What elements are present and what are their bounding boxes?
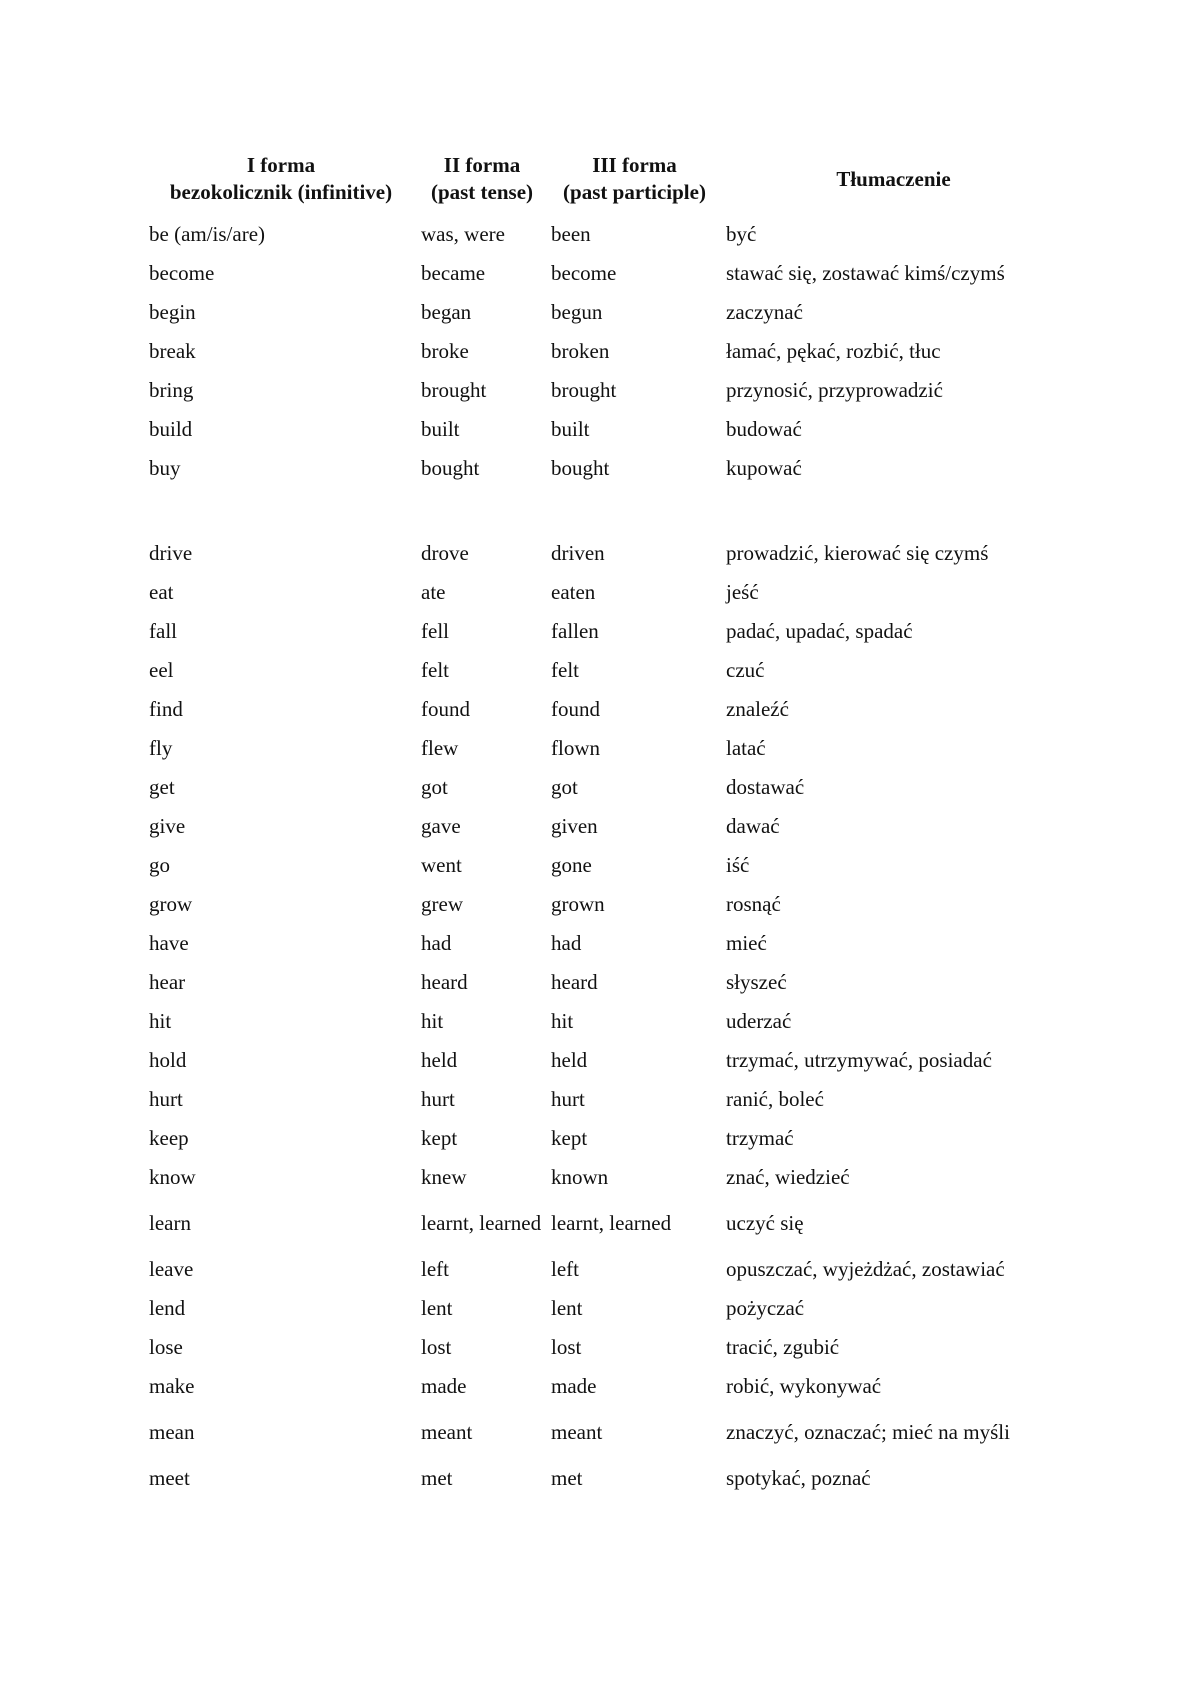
table-row xyxy=(145,1079,1065,1118)
cell-past-tense: built xyxy=(421,416,460,441)
table-row xyxy=(145,331,1065,370)
cell-infinitive: bring xyxy=(149,377,194,402)
cell-translation: znać, wiedzieć xyxy=(726,1164,850,1189)
cell-infinitive: get xyxy=(149,774,175,799)
cell-translation: kupować xyxy=(726,455,802,480)
cell-past-participle: flown xyxy=(551,735,600,760)
table-row xyxy=(145,572,1065,611)
cell-infinitive: know xyxy=(149,1164,196,1189)
cell-infinitive: build xyxy=(149,416,193,441)
cell-past-participle: hurt xyxy=(551,1086,585,1111)
table-row xyxy=(145,214,1065,253)
cell-translation: uczyć się xyxy=(726,1210,804,1235)
cell-infinitive: drive xyxy=(149,540,193,565)
cell-past-participle: known xyxy=(551,1164,609,1189)
cell-translation: trzymać, utrzymywać, posiadać xyxy=(726,1047,992,1072)
cell-translation: mieć xyxy=(726,930,767,955)
cell-past-tense: fell xyxy=(421,618,449,643)
cell-infinitive: buy xyxy=(149,455,181,480)
cell-past-tense: ate xyxy=(421,579,446,604)
table-row xyxy=(145,1405,1065,1458)
cell-infinitive: begin xyxy=(149,299,196,324)
cell-translation: ranić, boleć xyxy=(726,1086,824,1111)
cell-past-participle: bought xyxy=(551,455,610,480)
cell-infinitive: have xyxy=(149,930,189,955)
cell-past-tense: learnt, learned xyxy=(421,1210,542,1235)
cell-past-tense: was, were xyxy=(421,221,505,246)
cell-infinitive: keep xyxy=(149,1125,189,1150)
table-row xyxy=(145,806,1065,845)
cell-past-participle: brought xyxy=(551,377,617,402)
cell-infinitive: lose xyxy=(149,1334,183,1359)
table-row xyxy=(145,611,1065,650)
cell-translation xyxy=(722,487,1065,533)
cell-translation: zaczynać xyxy=(726,299,803,324)
table-row xyxy=(145,845,1065,884)
table-row xyxy=(145,1001,1065,1040)
header-infinitive xyxy=(145,146,417,214)
cell-translation: trzymać xyxy=(726,1125,794,1150)
cell-past-tense: made xyxy=(421,1373,467,1398)
cell-past-participle: hit xyxy=(551,1008,574,1033)
cell-past-participle: grown xyxy=(551,891,605,916)
cell-translation: czuć xyxy=(726,657,765,682)
table-row xyxy=(145,689,1065,728)
cell-past-participle: fallen xyxy=(551,618,599,643)
cell-infinitive: fall xyxy=(149,618,177,643)
cell-infinitive: grow xyxy=(149,891,193,916)
cell-translation: stawać się, zostawać kimś/czymś xyxy=(726,260,1005,285)
table-row xyxy=(145,1196,1065,1249)
table-row xyxy=(145,253,1065,292)
table-row xyxy=(145,767,1065,806)
cell-past-tense: knew xyxy=(421,1164,467,1189)
table-row xyxy=(145,1118,1065,1157)
cell-past-participle: built xyxy=(551,416,590,441)
header-infinitive-line2: bezokolicznik (infinitive) xyxy=(169,180,393,204)
cell-infinitive: break xyxy=(149,338,196,363)
cell-past-tense: had xyxy=(421,930,452,955)
table-row xyxy=(145,884,1065,923)
table-row xyxy=(145,923,1065,962)
cell-infinitive: give xyxy=(149,813,186,838)
cell-past-participle xyxy=(547,487,722,533)
table-row xyxy=(145,1366,1065,1405)
cell-translation: spotykać, poznać xyxy=(726,1465,871,1490)
cell-past-participle: lent xyxy=(551,1295,583,1320)
cell-translation: robić, wykonywać xyxy=(726,1373,882,1398)
table-row xyxy=(145,728,1065,767)
cell-translation: znaleźć xyxy=(726,696,789,721)
cell-past-tense: broke xyxy=(421,338,469,363)
cell-past-tense: bought xyxy=(421,455,480,480)
header-past-tense xyxy=(417,146,547,214)
cell-past-tense: meant xyxy=(421,1419,473,1444)
cell-infinitive: be (am/is/are) xyxy=(149,221,266,246)
header-past-participle-line1: III forma xyxy=(592,153,677,177)
cell-past-participle: driven xyxy=(551,540,605,565)
cell-infinitive: hear xyxy=(149,969,186,994)
cell-past-tense: met xyxy=(421,1465,453,1490)
cell-translation: budować xyxy=(726,416,802,441)
cell-past-participle: broken xyxy=(551,338,610,363)
cell-infinitive: mean xyxy=(149,1419,195,1444)
cell-past-participle: made xyxy=(551,1373,597,1398)
table-row xyxy=(145,1040,1065,1079)
cell-translation: dostawać xyxy=(726,774,805,799)
cell-translation: łamać, pękać, rozbić, tłuc xyxy=(726,338,941,363)
table-row xyxy=(145,487,1065,533)
cell-past-tense: found xyxy=(421,696,470,721)
cell-past-participle: learnt, learned xyxy=(551,1210,672,1235)
table-row xyxy=(145,650,1065,689)
cell-past-participle: met xyxy=(551,1465,583,1490)
cell-past-tense: held xyxy=(421,1047,458,1072)
cell-past-participle: heard xyxy=(551,969,598,994)
header-past-participle xyxy=(547,146,722,214)
cell-infinitive: lend xyxy=(149,1295,186,1320)
cell-past-tense: lost xyxy=(421,1334,452,1359)
cell-past-tense: began xyxy=(421,299,472,324)
cell-infinitive: find xyxy=(149,696,183,721)
table-row xyxy=(145,409,1065,448)
table-row xyxy=(145,1157,1065,1196)
cell-infinitive: hurt xyxy=(149,1086,183,1111)
cell-past-tense: felt xyxy=(421,657,449,682)
cell-infinitive: make xyxy=(149,1373,195,1398)
cell-translation: uderzać xyxy=(726,1008,792,1033)
cell-past-participle: had xyxy=(551,930,582,955)
header-translation-line1: Tłumaczenie xyxy=(836,166,951,191)
cell-translation: być xyxy=(726,221,757,246)
cell-past-tense: grew xyxy=(421,891,463,916)
cell-infinitive: learn xyxy=(149,1210,191,1235)
cell-past-tense: became xyxy=(421,260,486,285)
cell-past-participle: lost xyxy=(551,1334,582,1359)
cell-translation: rosnąć xyxy=(726,891,781,916)
cell-past-participle: been xyxy=(551,221,591,246)
cell-past-tense: heard xyxy=(421,969,468,994)
cell-past-tense: left xyxy=(421,1256,449,1281)
cell-translation: dawać xyxy=(726,813,780,838)
cell-infinitive: hit xyxy=(149,1008,172,1033)
cell-past-tense: kept xyxy=(421,1125,458,1150)
cell-past-participle: begun xyxy=(551,299,603,324)
cell-past-participle: held xyxy=(551,1047,588,1072)
table-body xyxy=(145,214,1065,1497)
cell-past-participle: left xyxy=(551,1256,579,1281)
cell-infinitive xyxy=(145,487,417,533)
cell-past-tense: hit xyxy=(421,1008,444,1033)
cell-translation: padać, upadać, spadać xyxy=(726,618,913,643)
cell-translation: tracić, zgubić xyxy=(726,1334,840,1359)
cell-past-tense: lent xyxy=(421,1295,453,1320)
cell-past-participle: felt xyxy=(551,657,579,682)
table-row xyxy=(145,370,1065,409)
cell-translation: latać xyxy=(726,735,766,760)
cell-infinitive: eat xyxy=(149,579,174,604)
cell-translation: opuszczać, wyjeżdżać, zostawiać xyxy=(726,1256,1005,1281)
cell-translation: iść xyxy=(726,852,750,877)
cell-infinitive: hold xyxy=(149,1047,187,1072)
table-row xyxy=(145,1249,1065,1288)
cell-translation: pożyczać xyxy=(726,1295,805,1320)
table-row xyxy=(145,1458,1065,1497)
header-past-tense-line1: II forma xyxy=(443,153,521,177)
table-row xyxy=(145,533,1065,572)
cell-past-tense: drove xyxy=(421,540,469,565)
table-row xyxy=(145,1327,1065,1366)
cell-past-participle: eaten xyxy=(551,579,596,604)
header-infinitive-line1: I forma xyxy=(246,153,316,177)
cell-translation: przynosić, przyprowadzić xyxy=(726,377,943,402)
cell-past-participle: meant xyxy=(551,1419,603,1444)
cell-infinitive: leave xyxy=(149,1256,194,1281)
table-header-row xyxy=(145,146,1065,214)
cell-past-participle: found xyxy=(551,696,600,721)
cell-translation: prowadzić, kierować się czymś xyxy=(726,540,989,565)
cell-past-participle: gone xyxy=(551,852,592,877)
cell-past-participle: given xyxy=(551,813,598,838)
cell-translation: słyszeć xyxy=(726,969,787,994)
cell-infinitive: meet xyxy=(149,1465,190,1490)
cell-translation: znaczyć, oznaczać; mieć na myśli xyxy=(726,1419,1010,1444)
cell-past-participle: become xyxy=(551,260,617,285)
header-past-participle-line2: (past participle) xyxy=(563,180,706,204)
cell-past-tense: hurt xyxy=(421,1086,455,1111)
cell-past-tense xyxy=(417,487,547,533)
cell-past-tense: got xyxy=(421,774,448,799)
cell-past-tense: brought xyxy=(421,377,487,402)
cell-past-participle: got xyxy=(551,774,578,799)
cell-past-participle: kept xyxy=(551,1125,588,1150)
header-translation xyxy=(722,146,1065,214)
cell-infinitive: go xyxy=(149,852,170,877)
cell-infinitive: become xyxy=(149,260,215,285)
table-row xyxy=(145,292,1065,331)
cell-past-tense: gave xyxy=(421,813,461,838)
header-past-tense-line2: (past tense) xyxy=(430,180,534,204)
cell-past-tense: went xyxy=(421,852,462,877)
cell-translation: jeść xyxy=(726,579,759,604)
cell-infinitive: fly xyxy=(149,735,173,760)
table-row xyxy=(145,448,1065,487)
cell-past-tense: flew xyxy=(421,735,459,760)
table-row xyxy=(145,962,1065,1001)
cell-infinitive: eel xyxy=(149,657,174,682)
irregular-verbs-table xyxy=(145,146,1065,1497)
table-row xyxy=(145,1288,1065,1327)
